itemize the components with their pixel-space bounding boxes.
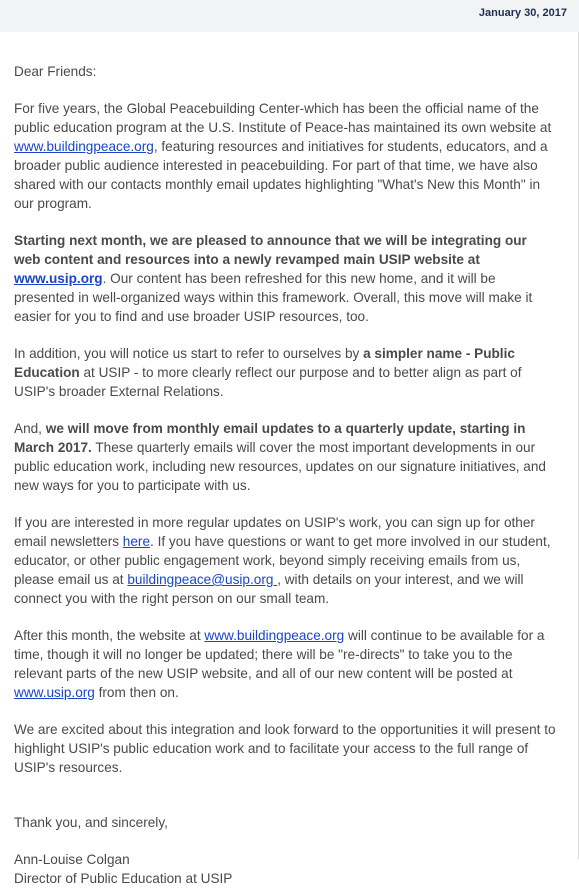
text: After this month, the website at [14, 628, 205, 643]
text: , featuring resources and initiatives for students, educators, and a broader public audience interested in peacebuilding. For part of that time, we have also shared with our contacts monthly email updates highlighting "What's New this Month" in our program. [14, 139, 548, 211]
text: For five years, the Global Peacebuilding Center-which has been the official name of the public education program at the U.S. Institute of Peace-has maintained its own website at [14, 101, 552, 135]
paragraph-newsletters [14, 513, 556, 608]
text: In addition, you will notice us start to refer to ourselves by [14, 346, 364, 361]
usip-link[interactable]: www.usip.org [14, 685, 95, 700]
text: And, [14, 421, 46, 436]
greeting: Dear Friends: [14, 64, 97, 79]
bold-text: a simpler name - Public Education [14, 346, 515, 380]
email-header-bar [0, 0, 579, 32]
text: at USIP - to more clearly reflect our purpose and to better align as part of USIP's broader External Relations. [14, 365, 522, 399]
text: from then on. [94, 685, 179, 700]
signature-block [14, 850, 556, 888]
text: . If you have questions or want to get more involved in our student, educator, or other public engagement work, beyond simply receiving emails from us, please email us at [14, 534, 551, 587]
usip-link[interactable]: www.usip.org [14, 271, 103, 286]
paragraph-quarterly [14, 419, 556, 495]
email-body [14, 62, 556, 888]
newsletter-signup-link[interactable]: here [122, 534, 151, 549]
buildingpeace-link[interactable]: www.buildingpeace.org [204, 628, 345, 643]
signature-name: Ann-Louise Colgan [14, 852, 130, 867]
paragraph-announcement [14, 231, 556, 326]
text: , with details on your interest, and we will connect you with the right person on our small team. [14, 572, 524, 606]
text: If you are interested in more regular updates on USIP's work, you can sign up for other email newsletters [14, 515, 535, 549]
signature-title: Director of Public Education at USIP [14, 871, 233, 886]
bold-text: Starting next month, we are pleased to announce that we will be integrating our web content and resources into a newly revamped main USIP website at [14, 233, 527, 267]
buildingpeace-link[interactable]: www.buildingpeace.org [14, 139, 154, 154]
paragraph-intro [14, 99, 556, 213]
paragraph-name-change [14, 344, 556, 401]
paragraph-excited: We are excited about this integration and look forward to the opportunities it will present to highlight USIP's public education work and to facilitate your access to the full range of USIP's resources. [14, 722, 556, 775]
paragraph-redirects [14, 626, 556, 702]
closing: Thank you, and sincerely, [14, 815, 168, 830]
text: . Our content has been refreshed for this new home, and it will be presented in well-organized ways within this framework. Overall, this move will make it easier for you to find and use broader USIP resources, too. [14, 271, 533, 324]
bold-text: we will move from monthly email updates to a quarterly update, starting in March 2017. [14, 421, 526, 455]
email-date: January 30, 2017 [478, 7, 567, 19]
email-link[interactable]: buildingpeace@usip.org [127, 572, 278, 587]
text: These quarterly emails will cover the most important developments in our public education work, including new resources, updates on our signature initiatives, and new ways for you to participate with us. [14, 440, 546, 493]
text: will continue to be available for a time, though it will no longer be updated; there will be "re-directs" to take you to the relevant parts of the new USIP website, and all of our new content will be posted at [14, 628, 545, 681]
